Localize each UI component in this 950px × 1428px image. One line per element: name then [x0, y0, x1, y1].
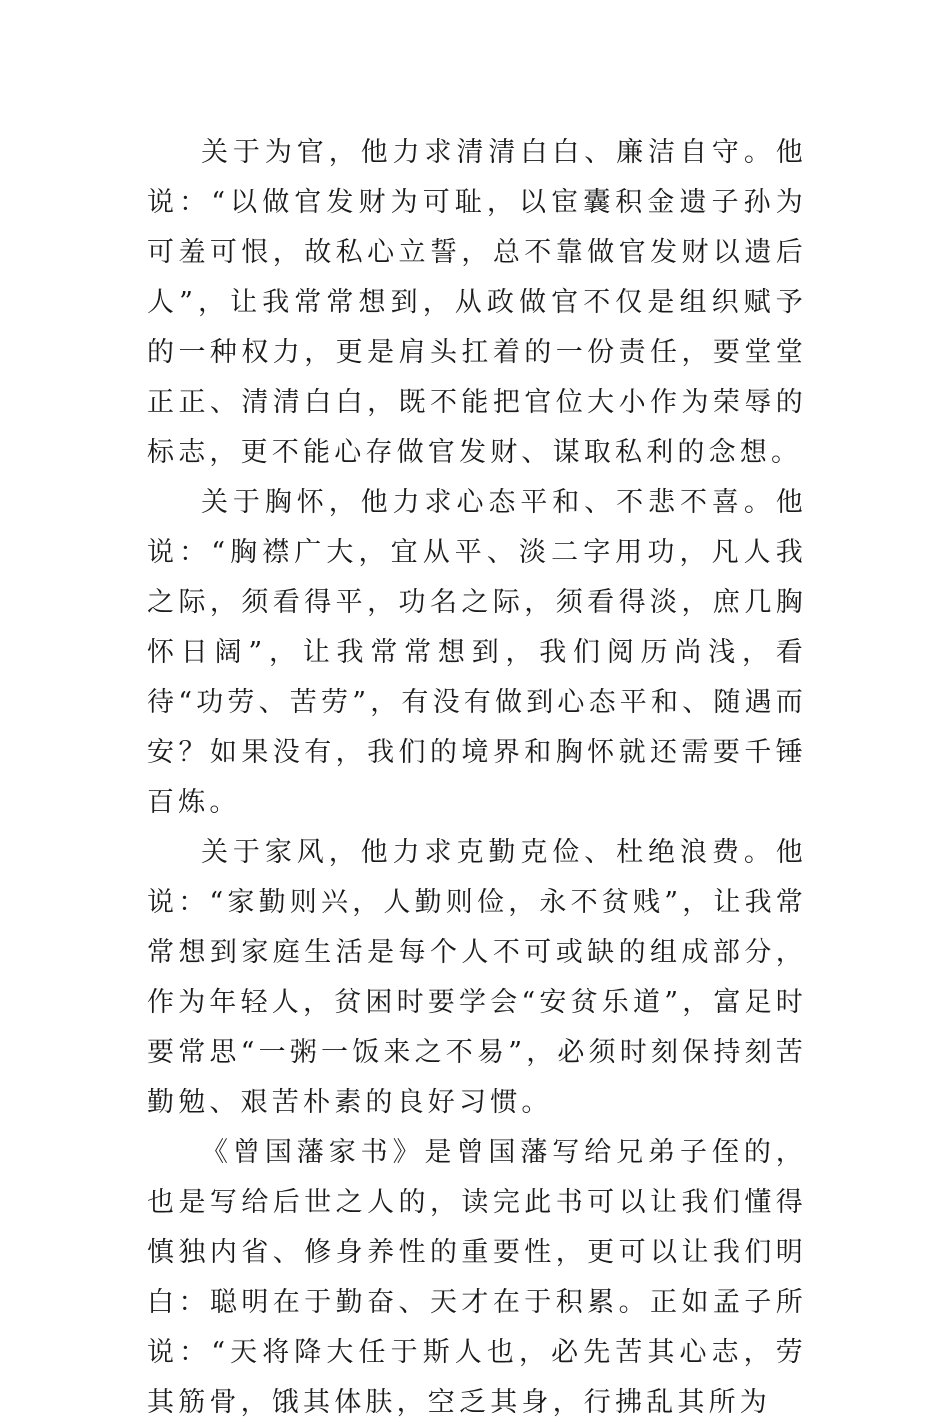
paragraph-family-tradition: 关于家风，他力求克勤克俭、杜绝浪费。他说：“家勤则兴，人勤则俭，永不贫贱”，让我常常想到家庭生活是每个人不可或缺的组成部分，作为年轻人，贫困时要学会“安贫乐道”，富足时要常思“一粥一饭来之不易”，必须时刻保持刻苦勤勉、艰苦朴素的良好习惯。: [147, 837, 808, 1118]
paragraph-book-reflection: 《曾国藩家书》是曾国藩写给兄弟子侄的，也是写给后世之人的，读完此书可以让我们懂得慎独内省、修身养性的重要性，更可以让我们明白：聪明在于勤奋、天才在于积累。正如孟子所说：“天将降大任于斯人也，必先苦其心志，劳其筋骨，饿其体肤，空乏其身，行拂乱其所为: [147, 1137, 807, 1418]
paragraph-broad-mind: 关于胸怀，他力求心态平和、不悲不喜。他说：“胸襟广大，宜从平、淡二字用功，凡人我之际，须看得平，功名之际，须看得淡，庶几胸怀日阔”，让我常常想到，我们阅历尚浅，看待“功劳、苦劳”，有没有做到心态平和、随遇而安？如果没有，我们的境界和胸怀就还需要千锤百炼。: [147, 487, 808, 818]
document-body: [147, 128, 807, 1428]
paragraph-official-conduct: 关于为官，他力求清清白白、廉洁自守。他说：“以做官发财为可耻，以宦囊积金遗子孙为可羞可恨，故私心立誓，总不靠做官发财以遗后人”，让我常常想到，从政做官不仅是组织赋予的一种权力，更是肩头扛着的一份责任，要堂堂正正、清清白白，既不能把官位大小作为荣辱的标志，更不能心存做官发财、谋取私利的念想。: [147, 137, 807, 468]
